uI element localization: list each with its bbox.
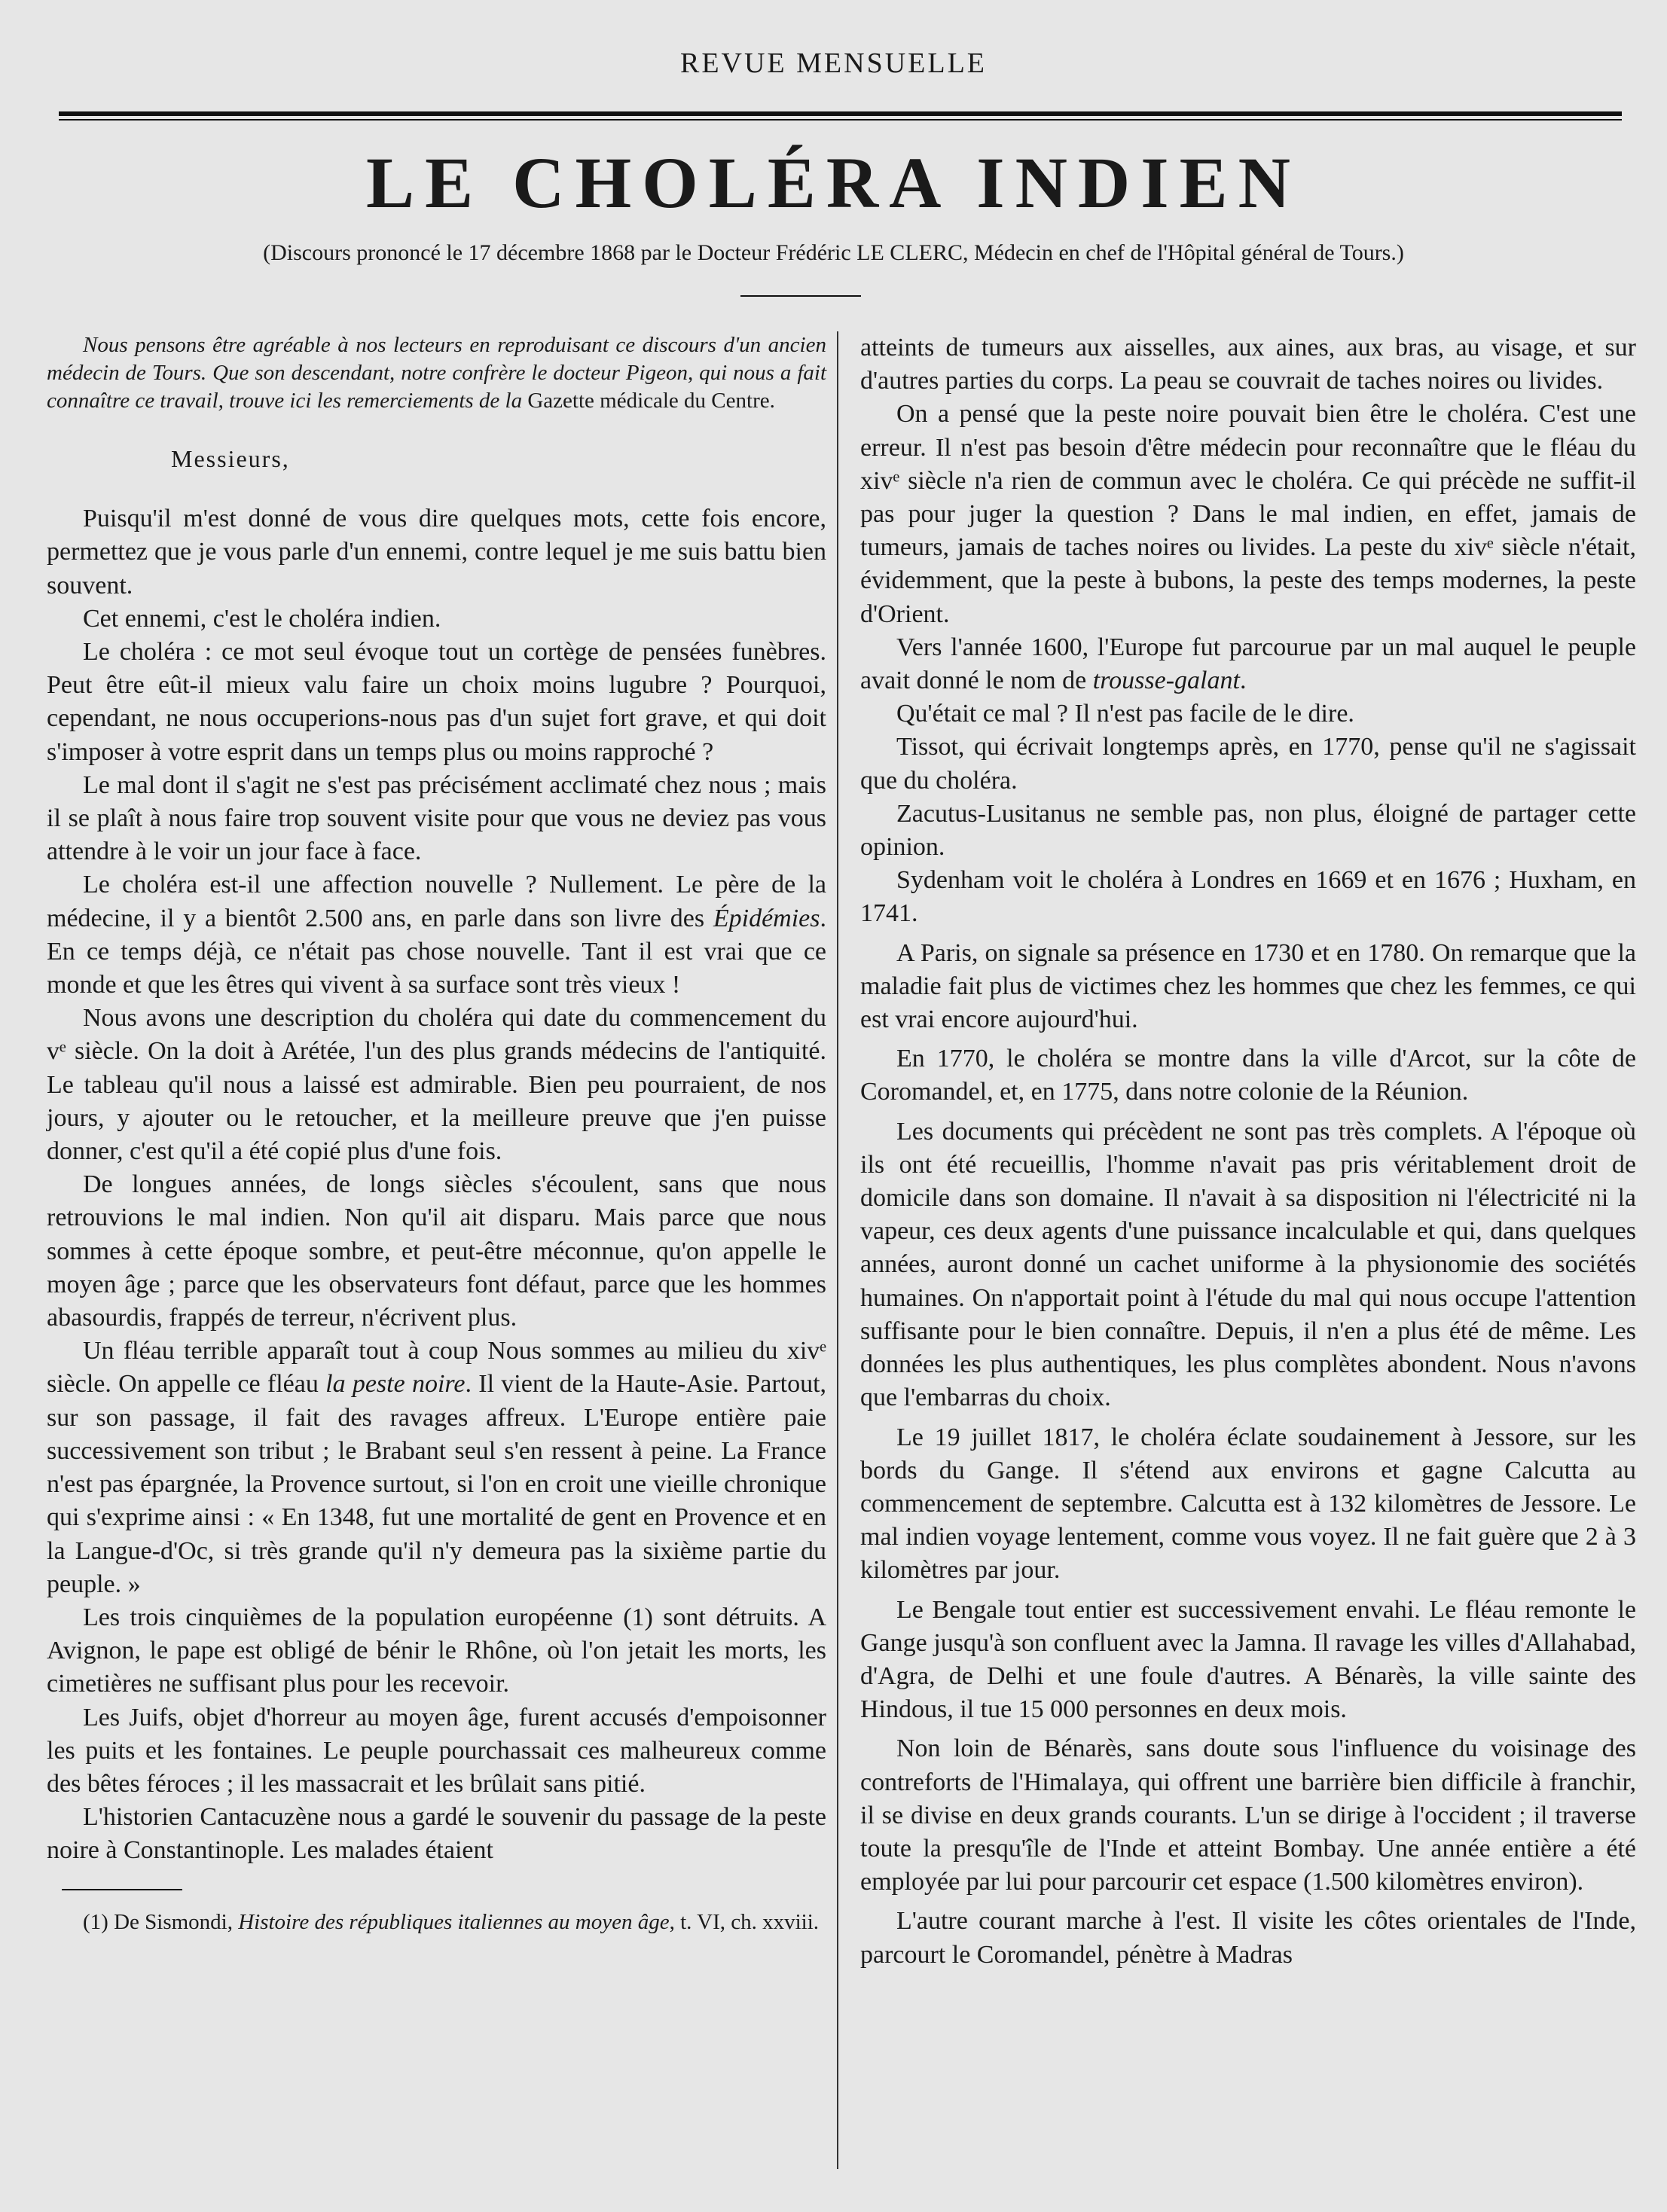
paragraph-text: Le choléra est-il une affection nouvelle ? Nullement. Le père de la médecine, il y a bientôt 2.500 ans, en parle dans son livre des — [47, 871, 826, 932]
left-column — [47, 331, 826, 1936]
paragraph: Les Juifs, objet d'horreur au moyen âge, furent accusés d'empoisonner les puits et les fontaines. Le peuple pourchassait ces malheureux comme des bêtes féroces ; il les massacrait et les brûlait sans pitié. — [47, 1703, 826, 1798]
editor-intro — [47, 331, 826, 415]
running-head: REVUE MENSUELLE — [679, 47, 988, 79]
paragraph: Le choléra : ce mot seul évoque tout un cortège de pensées funèbres. Peut être eût-il mieux valu faire un choix moins lugubre ? Pourquoi, cependant, ne nous occuperions-nous pas d'un sujet fort grave, et qui doit s'imposer à votre esprit dans un temps plus ou moins rapproché ? — [47, 638, 826, 766]
footnote-text: (1) De Sismondi, — [83, 1909, 233, 1934]
italic-term: Épidémies — [713, 904, 820, 932]
footnote-rule — [62, 1889, 182, 1890]
intro-text: Nous pensons être agréable à nos lecteurs en reproduisant ce discours d'un ancien médecin de Tours. Que son descendant, notre confrère le docteur Pigeon, qui nous a fait connaître ce travail, trouve ici les remerciements de la — [47, 333, 826, 413]
paragraph-text: Un fléau terrible apparaît tout à coup Nous sommes au milieu du xivᵉ siècle. On appelle ce fléau — [47, 1337, 826, 1399]
article-subtitle: (Discours prononcé le 17 décembre 1868 par le Docteur Frédéric LE CLERC, Médecin en chef de l'Hôpital général de Tours.) — [263, 240, 1404, 265]
paragraph: Nous avons une description du choléra qui date du commencement du vᵉ siècle. On la doit à Arétée, l'un des plus grands médecins de l'antiquité. Le tableau qu'il nous a laissé est admirable. Bien peu pourraient, de nos jours, y ajouter ou le retoucher, et la meilleure preuve que j'en puisse donner, c'est qu'il a été copié plus d'une fois. — [47, 1004, 826, 1166]
italic-term: trousse-galant — [1092, 667, 1240, 695]
footnote-title: Histoire des républiques italiennes au moyen âge — [238, 1909, 670, 1934]
intro-journal: Gazette médicale du Centre. — [527, 389, 775, 413]
paragraph — [860, 631, 1636, 697]
paragraph: Le Bengale tout entier est successivement envahi. Le fléau remonte le Gange jusqu'à son confluent avec la Jamna. Il ravage les villes d'Allahabad, d'Agra, de Delhi et une foule d'autres. A Bénarès, la ville sainte des Hindous, il tue 15 000 personnes en deux mois. — [860, 1595, 1636, 1724]
paragraph: En 1770, le choléra se montre dans la ville d'Arcot, sur la côte de Coromandel, et, en 1775, dans notre colonie de la Réunion. — [860, 1045, 1636, 1106]
paragraph: On a pensé que la peste noire pouvait bien être le choléra. C'est une erreur. Il n'est pas besoin d'être médecin pour reconnaître que le fléau du xivᵉ siècle n'a rien de commun avec le choléra. Ce qui précède ne suffit-il pas pour juger la question ? Dans le mal indien, en effet, jamais de tumeurs, jamais de taches noires ou livides. La peste du xivᵉ siècle n'était, évidemment, que la peste à bubons, la peste des temps modernes, la peste d'Orient. — [860, 400, 1636, 628]
salutation: Messieurs, — [171, 445, 290, 472]
title-separator — [740, 295, 861, 297]
paragraph: Non loin de Bénarès, sans doute sous l'influence du voisinage des contreforts de l'Himalaya, qui offrent une barrière bien difficile à franchir, il se divise en deux grands courants. L'un se dirige à l'occident ; il traverse toute la presqu'île de l'Inde et atteint Bombay. Une année entière a été employée par lui pour parcourir cet espace (1.500 kilomètres environ). — [860, 1735, 1636, 1896]
paragraph: De longues années, de longs siècles s'écoulent, sans que nous retrouvions le mal indien. Non qu'il ait disparu. Mais parce que nous sommes à cette époque sombre, et peut-être méconnue, qu'on appelle le moyen âge ; parce que les observateurs font défaut, parce que les hommes abasourdis, frappés de terreur, n'écrivent plus. — [47, 1170, 826, 1332]
paragraph — [47, 1335, 826, 1601]
header-rule — [59, 111, 1622, 116]
paragraph: Cet ennemi, c'est le choléra indien. — [83, 604, 441, 633]
paragraph: L'historien Cantacuzène nous a gardé le souvenir du passage de la peste noire à Constantinople. Les malades étaient — [47, 1803, 826, 1865]
paragraph: A Paris, on signale sa présence en 1730 et en 1780. On remarque que la maladie fait plus de victimes chez les hommes que chez les femmes, ce qui est vrai encore aujourd'hui. — [860, 938, 1636, 1034]
paragraph: Qu'était ce mal ? Il n'est pas facile de le dire. — [896, 700, 1354, 728]
article-title: LE CHOLÉRA INDIEN — [366, 142, 1301, 223]
footnote-text: , t. VI, ch. xxviii. — [669, 1909, 820, 1934]
paragraph-text: . Il vient de la Haute-Asie. Partout, sur son passage, il fait des ravages affreux. L'Europe entière paie successivement son tribut ; le Brabant seul s'en ressent à peine. La France n'est pas épargnée, la Provence surtout, si l'on en croit une vieille chronique qui s'exprime ainsi : « En 1348, fut une mortalité de gent en Provence et en la Langue-d'Oc, si très grande qu'il n'y demeura pas la sixième partie du peuple. » — [47, 1370, 827, 1598]
italic-term: la peste noire — [325, 1370, 466, 1399]
paragraph: Le mal dont il s'agit ne s'est pas précisément acclimaté chez nous ; mais il se plaît à nous faire trop souvent visite pour que vous ne deviez pas vous attendre à le voir un jour face à face. — [47, 770, 826, 866]
paragraph: Puisqu'il m'est donné de vous dire quelques mots, cette fois encore, permettez que je vous parle d'un ennemi, contre lequel je me suis battu bien souvent. — [47, 505, 826, 600]
right-column — [860, 331, 1636, 1972]
paragraph: Les trois cinquièmes de la population européenne (1) sont détruits. A Avignon, le pape est obligé de bénir le Rhône, où l'on jetait les morts, les cimetières ne suffisant plus pour les recevoir. — [47, 1603, 826, 1698]
paragraph: Tissot, qui écrivait longtemps après, en 1770, pense qu'il ne s'agissait que du choléra. — [860, 733, 1636, 795]
paragraph: Les documents qui précèdent ne sont pas très complets. A l'époque où ils ont été recueillis, l'homme n'avait pas pris véritablement droit de domicile dans son domaine. Il n'avait à sa disposition ni l'électricité ni la vapeur, ces deux agents d'une puissance incalculable et qui, dans quelques années, auront donné un cachet uniforme à la physionomie des sociétés humaines. On n'apportait point à l'étude du mal qui nous occupe l'attention suffisante pour le bien connaître. Depuis, il n'en a plus été de même. Les données les plus authentiques, les plus complètes abondent. Nous n'avons que l'embarras du choix. — [860, 1117, 1636, 1412]
paragraph: atteints de tumeurs aux aisselles, aux aines, aux bras, au visage, et sur d'autres parties du corps. La peau se couvrait de taches noires ou livides. — [860, 334, 1636, 395]
paragraph-text: . En ce temps déjà, ce n'était pas chose nouvelle. Tant il est vrai que ce monde et que les êtres qui vivent à sa surface sont très vieux ! — [47, 904, 826, 999]
paragraph: Le 19 juillet 1817, le choléra éclate soudainement à Jessore, sur les bords du Gange. Il s'étend aux environs et gagne Calcutta au commencement de septembre. Calcutta est à 132 kilomètres de Jessore. Le mal indien voyage lentement, comme vous voyez. Il ne fait guère que 2 à 3 kilomètres par jour. — [860, 1423, 1636, 1585]
paragraph: Zacutus-Lusitanus ne semble pas, non plus, éloigné de partager cette opinion. — [860, 799, 1636, 862]
footnote — [47, 1908, 826, 1936]
paragraph: L'autre courant marche à l'est. Il visite les côtes orientales de l'Inde, parcourt le Coromandel, pénètre à Madras — [860, 1907, 1636, 1969]
paragraph-text: Vers l'année 1600, l'Europe fut parcourue par un mal auquel le peuple avait donné le nom de — [860, 633, 1636, 695]
paragraph: Sydenham voit le choléra à Londres en 1669 et en 1676 ; Huxham, en 1741. — [860, 866, 1636, 928]
paragraph-text: . — [1239, 667, 1247, 695]
column-divider — [837, 331, 838, 2169]
paragraph — [47, 868, 826, 1002]
